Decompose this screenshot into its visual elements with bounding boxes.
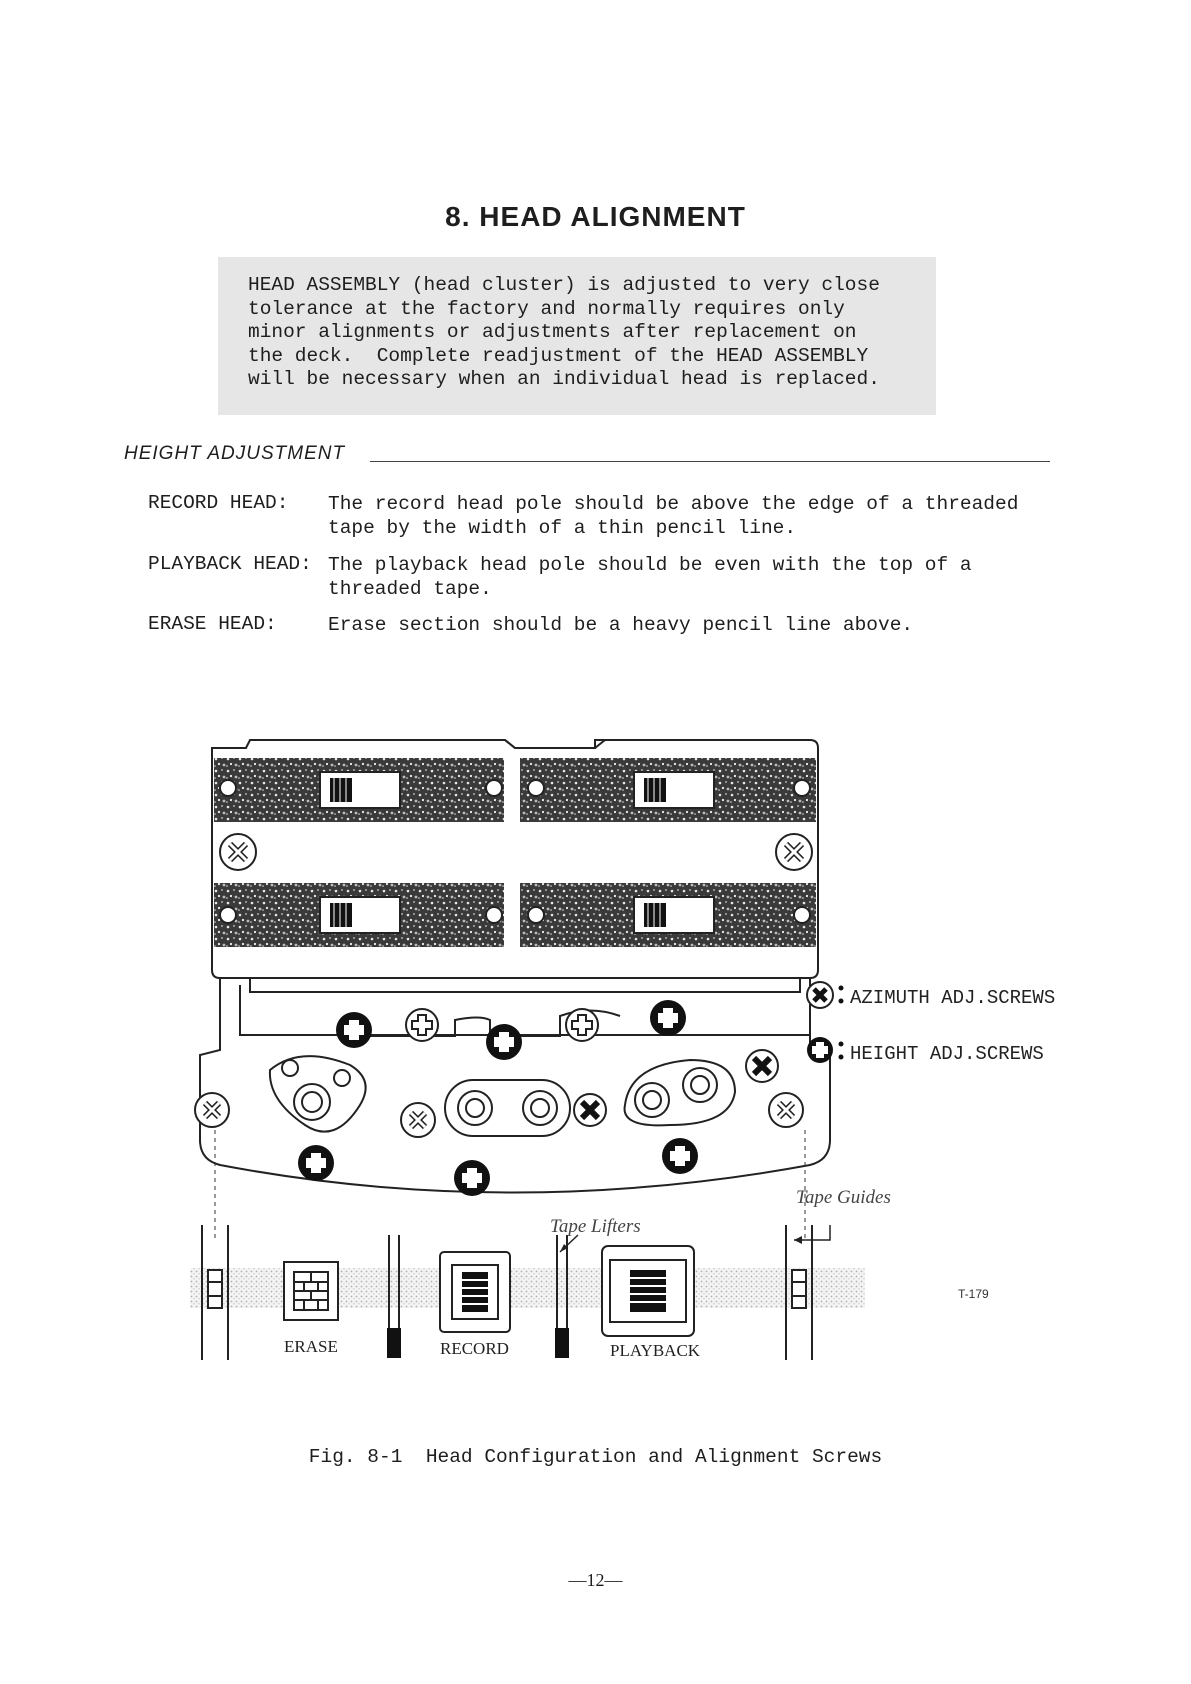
figure-code: T-179 <box>958 1287 989 1301</box>
playback-label: PLAYBACK <box>610 1341 701 1360</box>
section-heading: HEIGHT ADJUSTMENT <box>124 443 346 464</box>
height-screw-icon <box>454 1160 490 1196</box>
azimuth-screw-icon <box>746 1050 778 1082</box>
tape-guides-label: Tape Guides <box>796 1187 891 1208</box>
azimuth-screw-icon <box>574 1094 606 1126</box>
spec-text-playback: The playback head pole should be even with the top of a threaded tape. <box>328 554 972 600</box>
guide-screw-icon <box>401 1103 435 1137</box>
page-title: 8. HEAD ALIGNMENT <box>445 201 746 232</box>
legend-height-text: HEIGHT ADJ.SCREWS <box>850 1043 1044 1065</box>
height-screw-icon <box>662 1138 698 1174</box>
height-screw-icon <box>486 1024 522 1060</box>
height-screw-icon <box>336 1012 372 1048</box>
page-number: —12— <box>568 1570 623 1590</box>
height-screw-icon <box>650 1000 686 1036</box>
cover-screw-icon <box>776 834 812 870</box>
tape-lifters-label: Tape Lifters <box>550 1216 641 1237</box>
intro-line: HEAD ASSEMBLY (head cluster) is adjusted to very close <box>248 274 880 296</box>
outline-screw-icon <box>406 1009 438 1041</box>
spec-label-record: RECORD HEAD: <box>148 492 289 514</box>
cover-screw-icon <box>220 834 256 870</box>
figure-caption: Fig. 8-1 Head Configuration and Alignment Screws <box>308 1446 883 1468</box>
section-rule <box>370 461 1050 462</box>
intro-line: will be necessary when an individual head is replaced. <box>248 368 880 390</box>
intro-line: minor alignments or adjustments after replacement on <box>248 321 857 343</box>
legend-height <box>807 1037 1044 1065</box>
spec-text-record: The record head pole should be above the edge of a threaded tape by the width of a thin pencil line. <box>328 493 1019 539</box>
guide-screw-icon <box>769 1093 803 1127</box>
intro-line: the deck. Complete readjustment of the HEAD ASSEMBLY <box>248 344 869 367</box>
intro-line: tolerance at the factory and normally requires only <box>248 297 845 320</box>
guide-screw-icon <box>195 1093 229 1127</box>
height-screw-icon <box>298 1145 334 1181</box>
head-configuration-diagram <box>190 720 1090 1380</box>
outline-screw-icon <box>566 1009 598 1041</box>
intro-box <box>218 257 936 415</box>
record-head <box>440 1252 510 1332</box>
playback-head <box>602 1246 694 1336</box>
erase-label: ERASE <box>284 1337 338 1356</box>
spec-text-erase: Erase section should be a heavy pencil line above. <box>328 614 914 636</box>
spec-label-erase: ERASE HEAD: <box>148 613 277 635</box>
legend-azimuth-text: AZIMUTH ADJ.SCREWS <box>850 987 1056 1009</box>
erase-head <box>284 1262 338 1320</box>
head-base-plate <box>200 978 830 1193</box>
record-label: RECORD <box>440 1339 509 1358</box>
spec-label-playback: PLAYBACK HEAD: <box>148 553 312 575</box>
legend-azimuth <box>807 982 1055 1009</box>
